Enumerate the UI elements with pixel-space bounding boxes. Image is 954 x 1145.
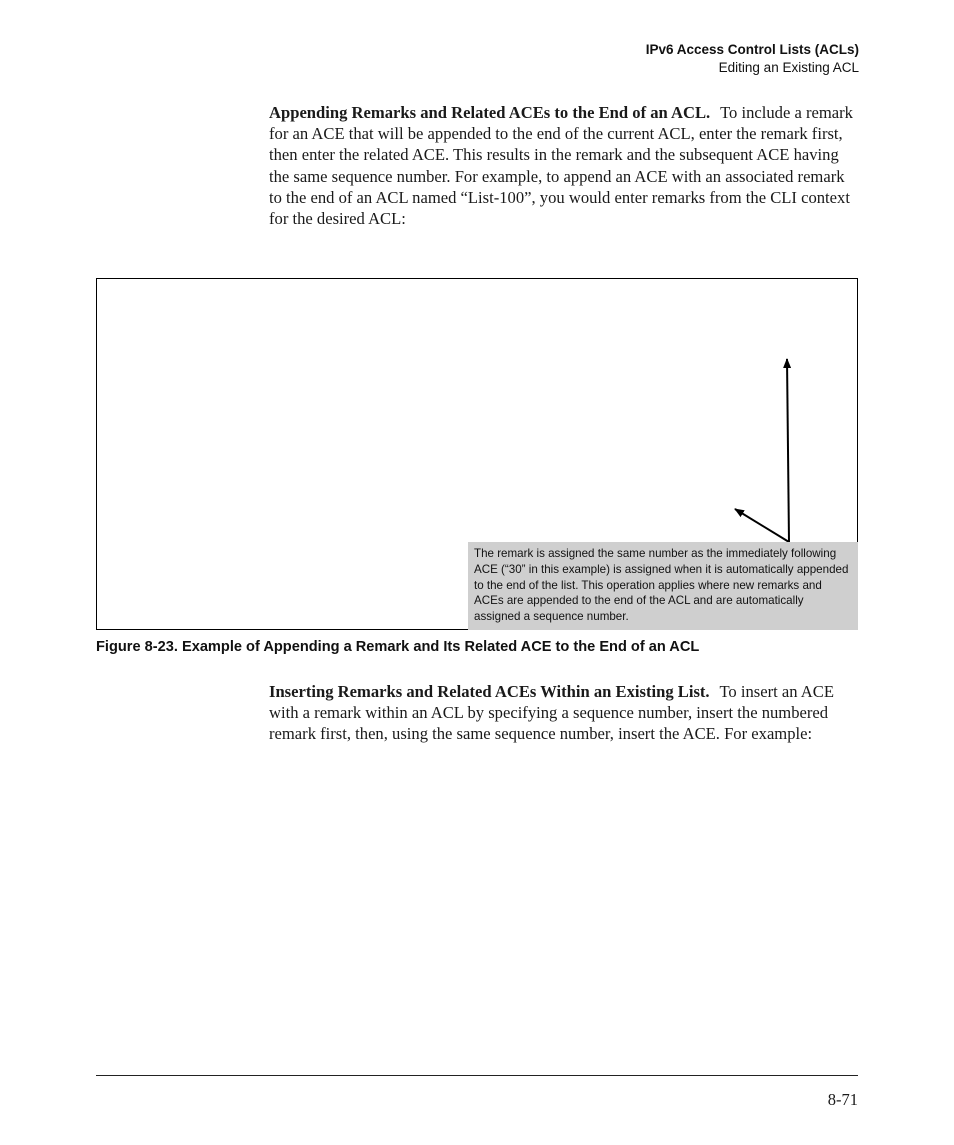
arrow-up [787,359,789,542]
page-number: 8-71 [827,1090,858,1109]
figure-caption: Figure 8-23. Example of Appending a Remark and Its Related ACE to the End of an ACL [96,639,700,655]
header-chapter-title: IPv6 Access Control Lists (ACLs) [645,42,859,57]
arrow-diagonal [735,509,789,542]
paragraph-heading: Appending Remarks and Related ACEs to the End of an ACL. [269,103,711,122]
footer-divider [96,1075,858,1076]
header-section-title: Editing an Existing ACL [718,60,859,75]
paragraph-body: To insert an ACE with a remark within an ACL by specifying a sequence number, insert the numbered remark first, then, using the same sequence number, insert the ACE. For example: [269,682,834,744]
running-header [646,41,859,77]
paragraph-inserting-remarks [269,681,861,745]
paragraph-body: To include a remark for an ACE that will be appended to the end of the current ACL, enter the remark first, then enter the related ACE. This results in the remark and the subsequent ACE having the same sequence number. For example, to append an ACE with an associated remark to the end of an ACL named “List-100”, you would enter remarks from the CLI context for the desired ACL: [269,103,853,229]
paragraph-heading: Inserting Remarks and Related ACEs Within an Existing List. [269,682,710,701]
callout-note: The remark is assigned the same number as the immediately following ACE (“30” in this example) is assigned when it is automatically appended to the end of the list. This operation applies where new remarks and ACEs are appended to the end of the ACL and are automatically assigned a sequence number. [468,542,858,630]
paragraph-appending-remarks [269,102,861,229]
figure-example-box [96,278,858,630]
